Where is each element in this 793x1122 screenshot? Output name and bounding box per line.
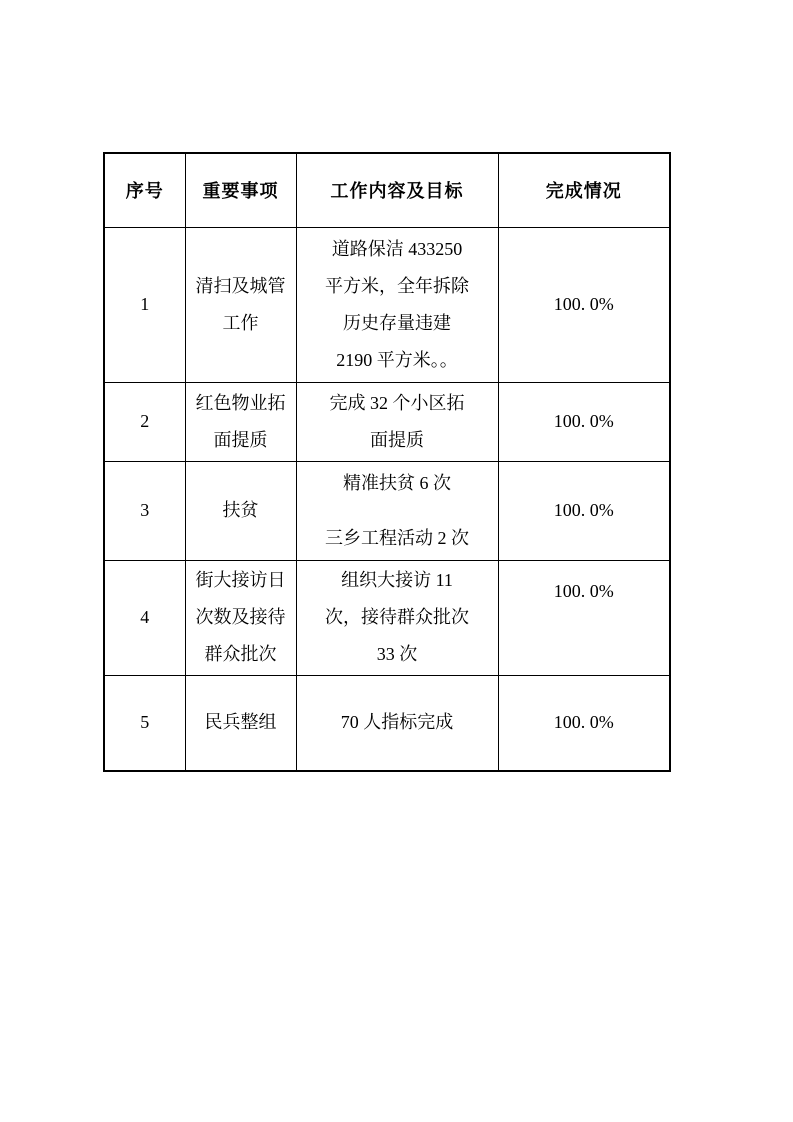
work-content-cell: 道路保洁 433250 平方米，全年拆除 历史存量违建 2190 平方米。。 [296, 227, 498, 382]
serial-cell: 2 [104, 382, 185, 461]
col-header-serial: 序号 [104, 153, 185, 227]
table-row [104, 461, 670, 560]
status-cell: 100. 0% [498, 227, 670, 382]
table-row [104, 382, 670, 461]
work-report-table [103, 152, 671, 772]
status-cell: 100. 0% [498, 560, 670, 675]
work-content-cell: 完成 32 个小区拓 面提质 [296, 382, 498, 461]
col-header-completion: 完成情况 [498, 153, 670, 227]
table-row [104, 560, 670, 675]
item-cell: 清扫及城管 工作 [185, 227, 296, 382]
item-cell: 扶贫 [185, 461, 296, 560]
item-cell: 街大接访日 次数及接待 群众批次 [185, 560, 296, 675]
table-row [104, 227, 670, 382]
work-content-cell: 精准扶贫 6 次 三乡工程活动 2 次 [296, 461, 498, 560]
item-cell: 红色物业拓 面提质 [185, 382, 296, 461]
serial-cell: 4 [104, 560, 185, 675]
header-row [104, 153, 670, 227]
serial-cell: 5 [104, 675, 185, 771]
status-cell: 100. 0% [498, 461, 670, 560]
serial-cell: 1 [104, 227, 185, 382]
table-row [104, 675, 670, 771]
work-content-cell: 70 人指标完成 [296, 675, 498, 771]
col-header-work-content: 工作内容及目标 [296, 153, 498, 227]
serial-cell: 3 [104, 461, 185, 560]
col-header-important-item: 重要事项 [185, 153, 296, 227]
status-cell: 100. 0% [498, 675, 670, 771]
work-content-cell: 组织大接访 11 次，接待群众批次 33 次 [296, 560, 498, 675]
status-cell: 100. 0% [498, 382, 670, 461]
item-cell: 民兵整组 [185, 675, 296, 771]
